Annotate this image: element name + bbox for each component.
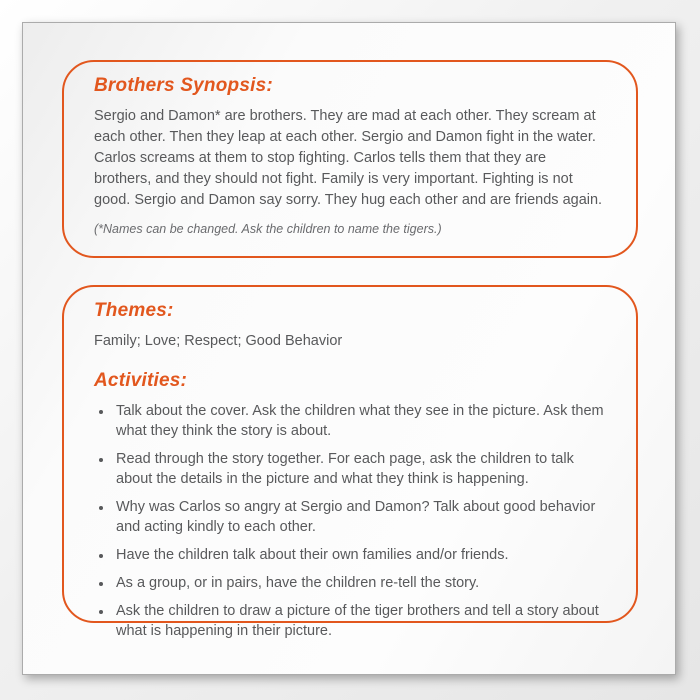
activity-item: • Read through the story together. For each page, ask the children to talk about the details in the picture and what they think is happening. (113, 449, 606, 489)
activities-list (94, 401, 606, 641)
activity-item: • Have the children talk about their own families and/or friends. (113, 545, 606, 565)
activities-heading: Activities: (94, 370, 188, 391)
activity-item: • Ask the children to draw a picture of the tiger brothers and tell a story about what is happening in their picture. (113, 601, 606, 641)
themes-activities-box (62, 285, 638, 639)
activity-item: • Talk about the cover. Ask the children what they see in the picture. Ask them what they think the story is about. (113, 401, 606, 441)
themes-heading: Themes: (94, 300, 174, 321)
synopsis-heading: Brothers Synopsis: (94, 75, 273, 96)
synopsis-box (62, 60, 638, 258)
synopsis-footnote: (*Names can be changed. Ask the children to name the tigers.) (94, 222, 442, 236)
synopsis-body: Sergio and Damon* are brothers. They are mad at each other. They scream at each other. Then they leap at each other. Sergio and Damon fight in the water. Carlos screams at them to stop fighting. Carlos tells them that they are brothers, and they should not fight. Family is very important. Fighting is not good. Sergio and Damon say sorry. They hug each other and are friends again. (94, 108, 603, 208)
document-page (22, 22, 676, 675)
activity-item: • Why was Carlos so angry at Sergio and Damon? Talk about good behavior and acting kindly to each other. (113, 497, 606, 537)
activity-item: • As a group, or in pairs, have the children re-tell the story. (113, 573, 606, 593)
themes-text: Family; Love; Respect; Good Behavior (94, 333, 343, 349)
